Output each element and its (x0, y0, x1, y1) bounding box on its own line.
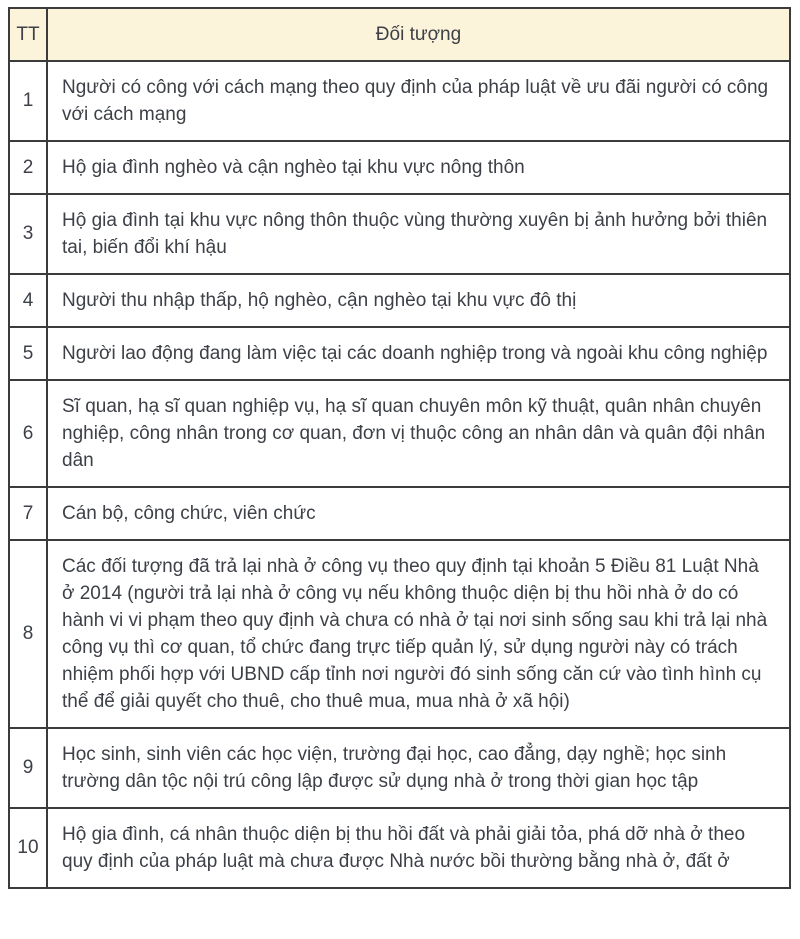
subject-cell: Người có công với cách mạng theo quy định của pháp luật về ưu đãi người có công với cách mạng (47, 61, 790, 141)
table-row (9, 380, 790, 487)
table-row (9, 141, 790, 194)
subject-cell: Người thu nhập thấp, hộ nghèo, cận nghèo tại khu vực đô thị (47, 274, 790, 327)
subject-cell: Sĩ quan, hạ sĩ quan nghiệp vụ, hạ sĩ quan chuyên môn kỹ thuật, quân nhân chuyên nghiệp, công nhân trong cơ quan, đơn vị thuộc công an nhân dân và quân đội nhân dân (47, 380, 790, 487)
header-cell-subject: Đối tượng (47, 8, 790, 61)
subject-cell: Người lao động đang làm việc tại các doanh nghiệp trong và ngoài khu công nghiệp (47, 327, 790, 380)
table-row (9, 274, 790, 327)
row-number-cell: 1 (9, 61, 47, 141)
subject-cell: Hộ gia đình nghèo và cận nghèo tại khu vực nông thôn (47, 141, 790, 194)
subject-cell: Cán bộ, công chức, viên chức (47, 487, 790, 540)
table-row (9, 61, 790, 141)
table-row (9, 487, 790, 540)
table-row (9, 540, 790, 728)
table-body (9, 61, 790, 888)
row-number-cell: 4 (9, 274, 47, 327)
row-number-cell: 3 (9, 194, 47, 274)
subject-cell: Hộ gia đình, cá nhân thuộc diện bị thu hồi đất và phải giải tỏa, phá dỡ nhà ở theo quy định của pháp luật mà chưa được Nhà nước bồi thường bằng nhà ở, đất ở (47, 808, 790, 888)
table-row (9, 194, 790, 274)
row-number-cell: 10 (9, 808, 47, 888)
table-row (9, 327, 790, 380)
row-number-cell: 2 (9, 141, 47, 194)
subject-cell: Hộ gia đình tại khu vực nông thôn thuộc vùng thường xuyên bị ảnh hưởng bởi thiên tai, biến đổi khí hậu (47, 194, 790, 274)
table-row (9, 808, 790, 888)
table-header-row (9, 8, 790, 61)
row-number-cell: 5 (9, 327, 47, 380)
row-number-cell: 9 (9, 728, 47, 808)
row-number-cell: 8 (9, 540, 47, 728)
subject-cell: Các đối tượng đã trả lại nhà ở công vụ theo quy định tại khoản 5 Điều 81 Luật Nhà ở 2014 (người trả lại nhà ở công vụ nếu không thuộc diện bị thu hồi nhà ở do có hành vi vi phạm theo quy định và chưa có nhà ở tại nơi sinh sống sau khi trả lại nhà công vụ thì cơ quan, tổ chức đang trực tiếp quản lý, sử dụng người này có trách nhiệm phối hợp với UBND cấp tỉnh nơi người đó sinh sống căn cứ vào tình hình cụ thể để giải quyết cho thuê, cho thuê mua, mua nhà ở xã hội) (47, 540, 790, 728)
subjects-table (8, 7, 791, 889)
subject-cell: Học sinh, sinh viên các học viện, trường đại học, cao đẳng, dạy nghề; học sinh trường dân tộc nội trú công lập được sử dụng nhà ở trong thời gian học tập (47, 728, 790, 808)
row-number-cell: 7 (9, 487, 47, 540)
table-row (9, 728, 790, 808)
row-number-cell: 6 (9, 380, 47, 487)
header-cell-tt: TT (9, 8, 47, 61)
